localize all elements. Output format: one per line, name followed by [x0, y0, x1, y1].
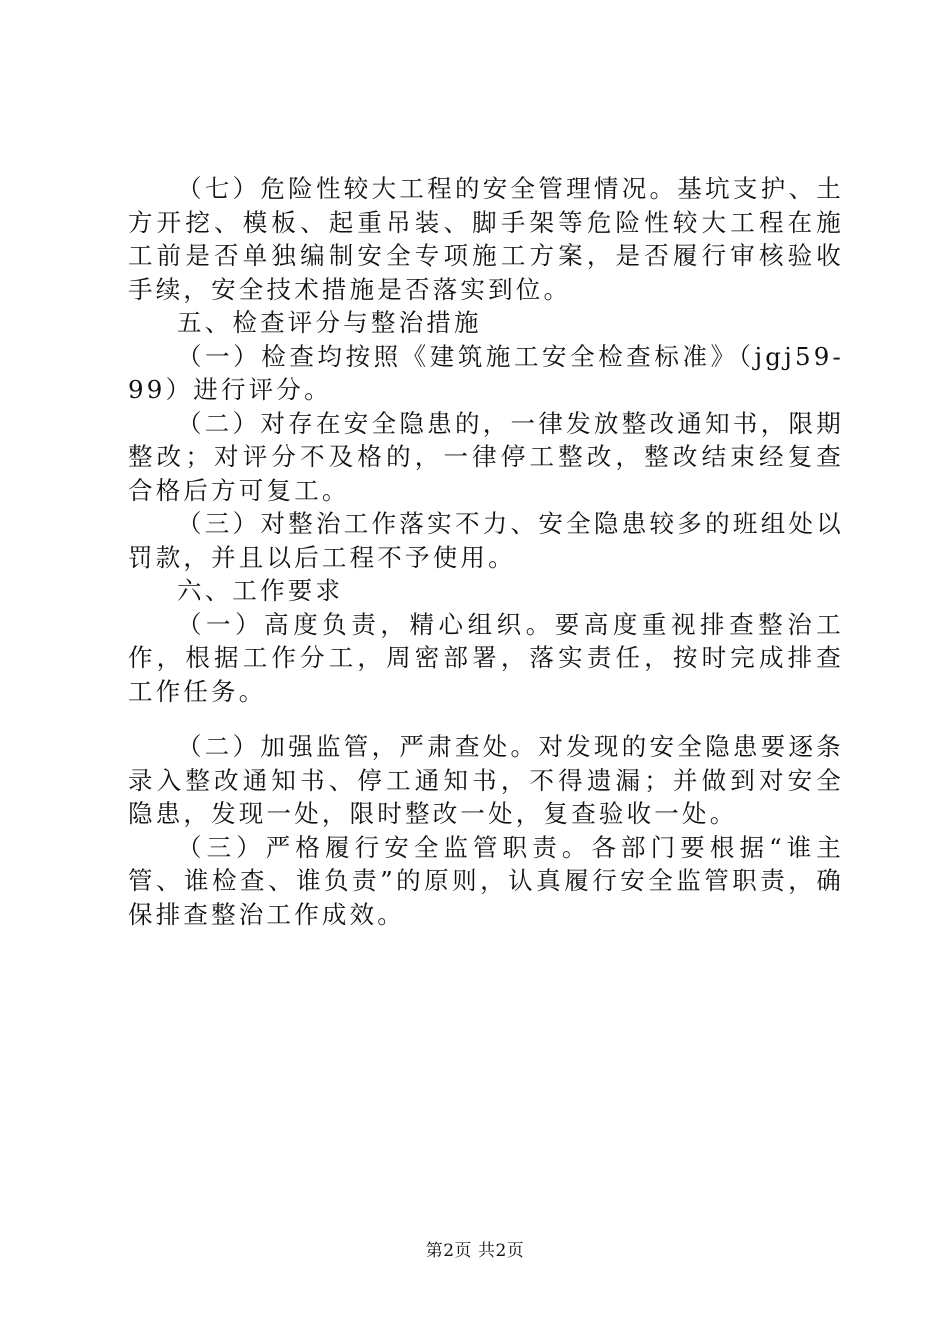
document-body	[128, 172, 844, 931]
paragraph-spacer	[128, 708, 844, 730]
paragraph-requirement-3: （三）严格履行安全监管职责。各部门要根据“谁主管、谁检查、谁负责”的原则，认真履行安全监管职责，确保排查整治工作成效。	[128, 832, 844, 929]
paragraph-requirement-1: （一）高度负责，精心组织。要高度重视排查整治工作，根据工作分工，周密部署，落实责任，按时完成排查工作任务。	[128, 609, 844, 706]
paragraph-section-7: （七）危险性较大工程的安全管理情况。基坑支护、土方开挖、模板、起重吊装、脚手架等危险性较大工程在施工前是否单独编制安全专项施工方案，是否履行审核验收手续，安全技术措施是否落实到位。	[128, 174, 844, 304]
heading-work-requirements: 六、工作要求	[177, 576, 344, 605]
paragraph-scoring-2: （二）对存在安全隐患的，一律发放整改通知书，限期整改；对评分不及格的，一律停工整改，整改结束经复查合格后方可复工。	[128, 408, 844, 505]
paragraph-requirement-2: （二）加强监管，严肃查处。对发现的安全隐患要逐条录入整改通知书、停工通知书，不得遗漏；并做到对安全隐患，发现一处，限时整改一处，复查验收一处。	[128, 732, 844, 828]
page-number-footer: 第2页 共2页	[425, 1241, 525, 1261]
heading-inspection-scoring: 五、检查评分与整治措施	[177, 308, 482, 337]
paragraph-scoring-1: （一）检查均按照《建筑施工安全检查标准》（jgj59-99）进行评分。	[128, 341, 844, 404]
paragraph-scoring-3: （三）对整治工作落实不力、安全隐患较多的班组处以罚款，并且以后工程不予使用。	[128, 509, 844, 572]
